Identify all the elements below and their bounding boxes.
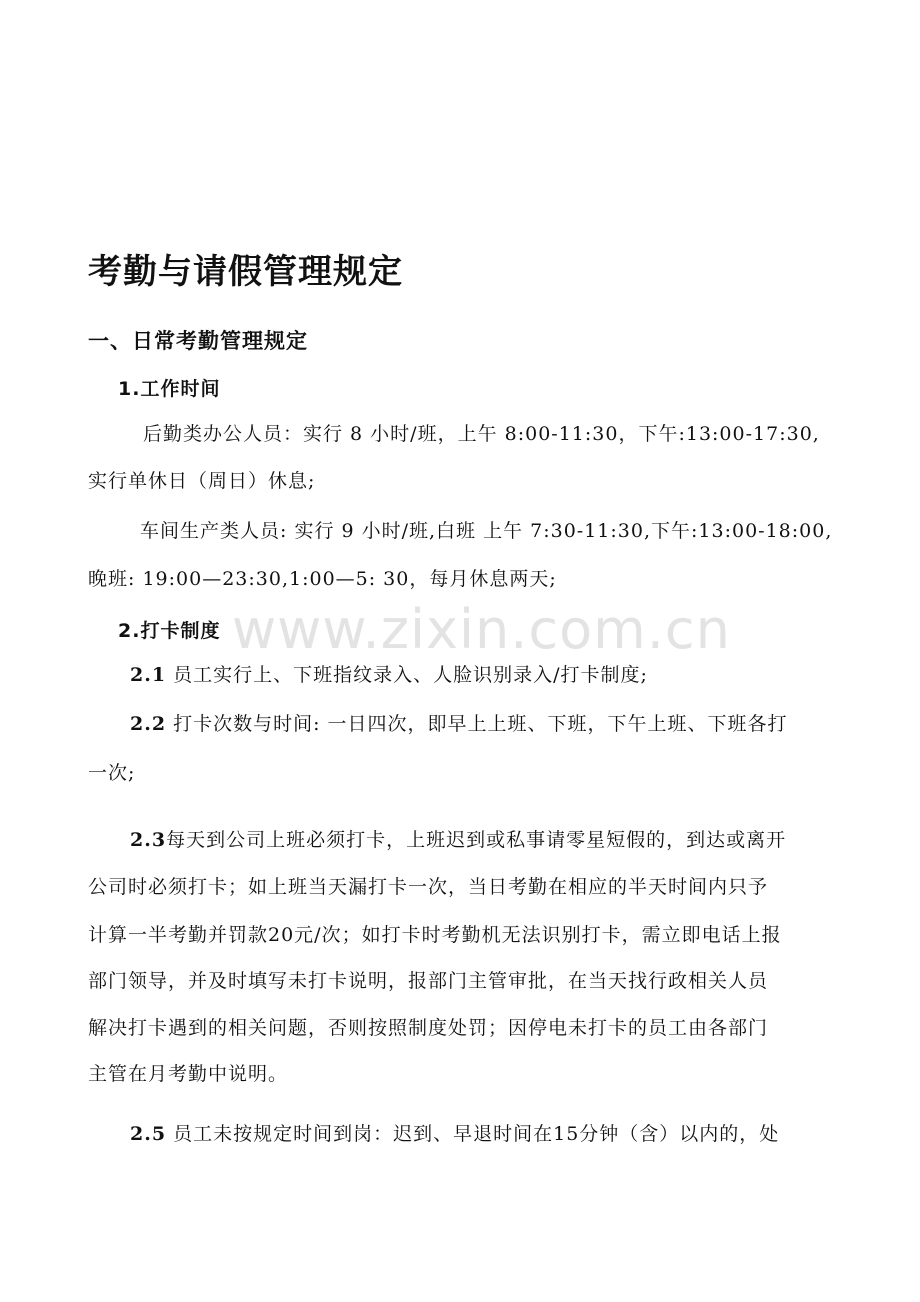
- document-title: 考勤与请假管理规定: [88, 252, 403, 292]
- rule-2-1: [130, 662, 648, 688]
- office-staff-hours-line2: 实行单休日（周日）休息;: [88, 470, 316, 492]
- office-staff-hours-line1: 后勤类办公人员：实行 8 小时/班，上午 8:00-11:30，下午:13:00-17:30,: [143, 423, 820, 445]
- rule-2-3-line5: 解决打卡遇到的相关问题，否则按照制度处罚；因停电未打卡的员工由各部门: [88, 1017, 769, 1039]
- rule-2-1-number: 2.1: [130, 664, 167, 686]
- rule-2-3-number: 2.3: [130, 829, 167, 851]
- rule-2-2-line2: 一次;: [88, 762, 136, 784]
- rule-2-3-line1: [130, 827, 786, 853]
- rule-2-5-number: 2.5: [130, 1123, 167, 1145]
- section-heading-daily-attendance: 一、日常考勤管理规定: [88, 329, 308, 353]
- rule-2-2-text: 打卡次数与时间: 一日四次，即早上上班、下班，下午上班、下班各打: [173, 713, 788, 735]
- rule-2-5-line1: [130, 1121, 779, 1147]
- watermark: www.zixin.com.cn: [232, 598, 731, 661]
- rule-2-3-line3: 计算一半考勤并罚款20元/次；如打卡时考勤机无法识别打卡，需立即电话上报: [88, 924, 782, 946]
- rule-2-3-text: 每天到公司上班必须打卡，上班迟到或私事请零星短假的，到达或离开: [166, 829, 787, 851]
- subheading-clock-in-system: 2.打卡制度: [118, 620, 221, 642]
- rule-2-3-line2: 公司时必须打卡；如上班当天漏打卡一次，当日考勤在相应的半天时间内只予: [88, 876, 769, 898]
- workshop-staff-hours-line1: 车间生产类人员: 实行 9 小时/班,白班 上午 7:30-11:30,下午:13:00-18:00,: [140, 520, 833, 542]
- rule-2-2-number: 2.2: [130, 713, 167, 735]
- rule-2-5-text: 员工未按规定时间到岗：迟到、早退时间在15分钟（含）以内的，处: [173, 1123, 780, 1145]
- rule-2-3-line4: 部门领导，并及时填写未打卡说明，报部门主管审批，在当天找行政相关人员: [88, 970, 769, 992]
- rule-2-2-line1: [130, 711, 788, 737]
- workshop-staff-hours-line2: 晚班: 19:00—23:30,1:00—5: 30，每月休息两天;: [88, 568, 557, 590]
- rule-2-3-line6: 主管在月考勤中说明。: [88, 1063, 289, 1085]
- subheading-work-hours: 1.工作时间: [118, 378, 221, 400]
- rule-2-1-text: 员工实行上、下班指纹录入、人脸识别录入/打卡制度;: [173, 664, 648, 686]
